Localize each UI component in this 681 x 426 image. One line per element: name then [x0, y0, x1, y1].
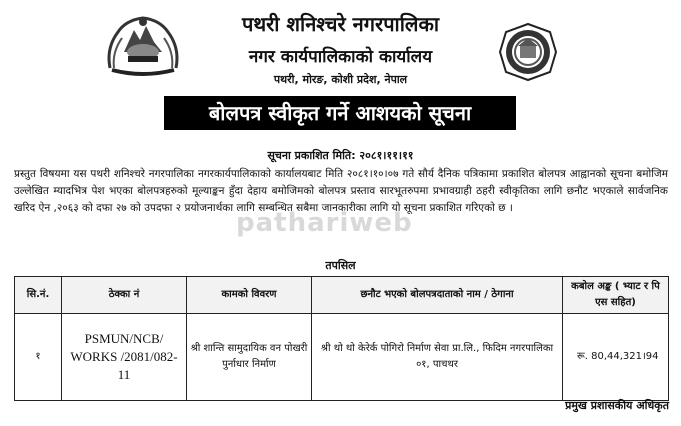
- municipality-logo-icon: [498, 22, 558, 82]
- office-subtitle: नगर कार्यपालिकाको कार्यालय: [248, 47, 433, 67]
- office-address: पथरी, मोरङ, कोशी प्रदेश, नेपाल: [273, 73, 408, 86]
- header-work: कामको विवरण: [187, 277, 312, 314]
- header-amount: कबोल अङ्क ( भ्याट र पि एस सहित): [563, 277, 669, 314]
- header-bidder: छनौट भएको बोलपत्रदाताको नाम / ठेगाना: [312, 277, 563, 314]
- watermark: pathariweb: [236, 208, 413, 238]
- header-contract-no: ठेक्का नं: [62, 277, 187, 314]
- notice-title-banner: बोलपत्र स्वीकृत गर्ने आशयको सूचना: [164, 96, 516, 130]
- cell-contract-no: PSMUN/NCB/ WORKS /2081/082-11: [62, 314, 187, 401]
- cell-sn: १: [15, 314, 62, 401]
- municipality-title: पथरी शनिश्चरे नगरपालिका: [241, 12, 440, 36]
- cell-work: श्री शान्ति सामुदायिक वन पोखरी पुर्नाधार निर्माण: [187, 314, 312, 401]
- award-table: [14, 276, 669, 401]
- notice-body: प्रस्तुत विषयमा यस पथरी शनिश्चरे नगरपालिका नगरकार्यपालिकाको कार्यालयबाट मिति २०८१।१०।०७ गते सौर्य दैनिक पत्रिकामा प्रकाशित बोलपत्र आह्वानको सूचना बमोजिम उल्लेखित म्यादभित्र पेश भएका बोलपत्रहरुको मूल्याङ्कन हुँदा देहाय बमोजिमको बोलपत्र प्रस्ताव सारभूतरुपमा प्रभावग्राही ठहरी स्वीकृतिका लागि छनौट भएकाले सार्वजनिक खरिद ऐन ,२०६३ को दफा २७ को उपदफा २ प्रयोजनार्थका लागि सम्बन्धित सबैमा जानकारीका लागि यो सूचना प्रकाशित गरिएको छ ।: [14, 168, 668, 214]
- table-row: [15, 314, 669, 401]
- published-date: सूचना प्रकाशित मिति: २०८१।११।११: [267, 149, 414, 162]
- cell-amount: रू. 80,44,321।94: [563, 314, 669, 401]
- schedule-label: तपसिल: [325, 259, 356, 272]
- table-header-row: [15, 277, 669, 314]
- signature-title: प्रमुख प्रशासकीय अधिकृत: [565, 399, 669, 412]
- header-sn: सि.नं.: [15, 277, 62, 314]
- cell-bidder: श्री थो थो केरेर्क पोगिरो निर्माण सेवा प्रा.लि., फिदिम नगरपालिका ०१, पाचथर: [312, 314, 563, 401]
